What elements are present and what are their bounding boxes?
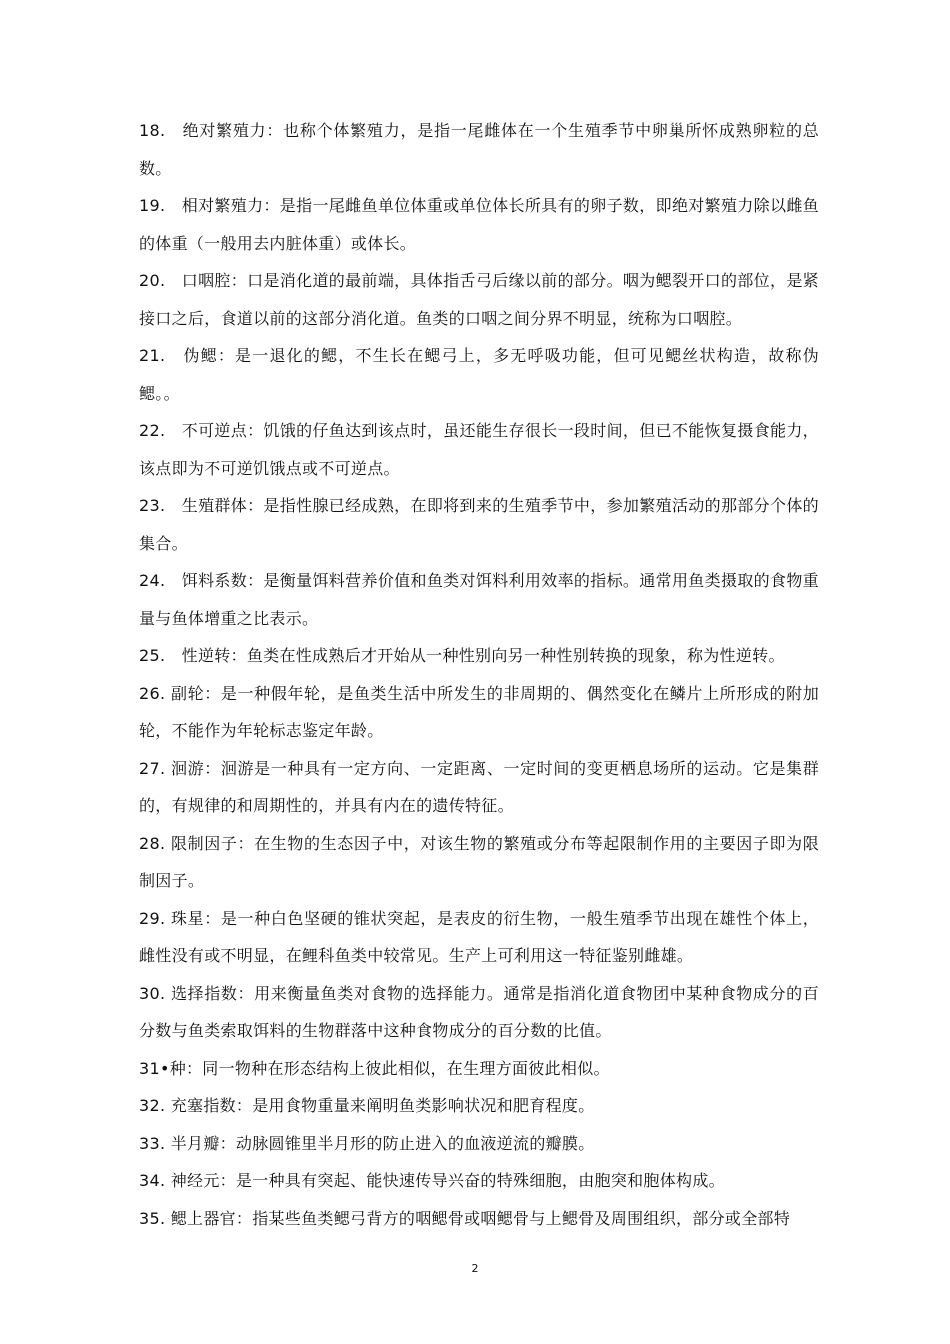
- definition-entry-20: 20. 口咽腔：口是消化道的最前端，具体指舌弓后缘以前的部分。咽为鳃裂开口的部位，是紧接口之后，食道以前的这部分消化道。鱼类的口咽之间分界不明显，统称为口咽腔。: [139, 271, 819, 328]
- definition-entry-25: 25. 性逆转：鱼类在性成熟后才开始从一种性别向另一种性别转换的现象，称为性逆转。: [139, 646, 785, 665]
- definition-entry-33: 33. 半月瓣：动脉圆锥里半月形的防止进入的血液逆流的瓣膜。: [139, 1133, 595, 1153]
- definition-entry-27: 27. 洄游：洄游是一种具有一定方向、一定距离、一定时间的变更栖息场所的运动。它是集群的，有规律的和周期性的，并具有内在的遗传特征。: [139, 758, 819, 815]
- definition-entry-34: 34. 神经元：是一种具有突起、能快速传导兴奋的特殊细胞，由胞突和胞体构成。: [139, 1171, 725, 1190]
- definition-entry-23: 23. 生殖群体：是指性腺已经成熟，在即将到来的生殖季节中，参加繁殖活动的那部分个体的集合。: [139, 496, 819, 553]
- definition-entry-30: 30. 选择指数：用来衡量鱼类对食物的选择能力。通常是指消化道食物团中某种食物成分的百分数与鱼类索取饵料的生物群落中这种食物成分的百分数的比值。: [139, 983, 819, 1040]
- document-body: [139, 112, 819, 1237]
- definition-entry-19: 19. 相对繁殖力：是指一尾雌鱼单位体重或单位体长所具有的卵子数，即绝对繁殖力除以雌鱼的体重（一般用去内脏体重）或体长。: [139, 196, 819, 253]
- definition-entry-29: 29. 珠星：是一种白色坚硬的锥状突起，是表皮的衍生物，一般生殖季节出现在雄性个体上，雌性没有或不明显，在鲤科鱼类中较常见。生产上可利用这一特征鉴别雌雄。: [139, 908, 819, 965]
- definition-entry-18: 18. 绝对繁殖力：也称个体繁殖力，是指一尾雌体在一个生殖季节中卵巢所怀成熟卵粒的总数。: [139, 121, 819, 178]
- definition-entry-31: 31•种：同一物种在形态结构上彼此相似，在生理方面彼此相似。: [139, 1058, 610, 1078]
- definition-entry-26: 26. 副轮：是一种假年轮，是鱼类生活中所发生的非周期的、偶然变化在鳞片上所形成的附加轮，不能作为年轮标志鉴定年龄。: [139, 683, 819, 740]
- definition-entry-22: 22. 不可逆点：饥饿的仔鱼达到该点时，虽还能生存很长一段时间，但已不能恢复摄食能力，该点即为不可逆饥饿点或不可逆点。: [139, 421, 819, 478]
- definition-entry-21: 21. 伪鳃：是一退化的鳃，不生长在鳃弓上，多无呼吸功能，但可见鳃丝状构造，故称伪鳃。。: [139, 346, 819, 403]
- page-number: 2: [471, 1262, 479, 1275]
- definition-entry-28: 28. 限制因子：在生物的生态因子中，对该生物的繁殖或分布等起限制作用的主要因子即为限制因子。: [139, 833, 819, 890]
- definition-entry-32: 32. 充塞指数：是用食物重量来阐明鱼类影响状况和肥育程度。: [139, 1096, 595, 1115]
- definition-entry-35: 35. 鳃上器官：指某些鱼类鳃弓背方的咽鳃骨或咽鳃骨与上鳃骨及周围组织，部分或全部特: [139, 1208, 791, 1228]
- definition-entry-24: 24. 饵料系数：是衡量饵料营养价值和鱼类对饵料利用效率的指标。通常用鱼类摄取的食物重量与鱼体增重之比表示。: [139, 571, 819, 628]
